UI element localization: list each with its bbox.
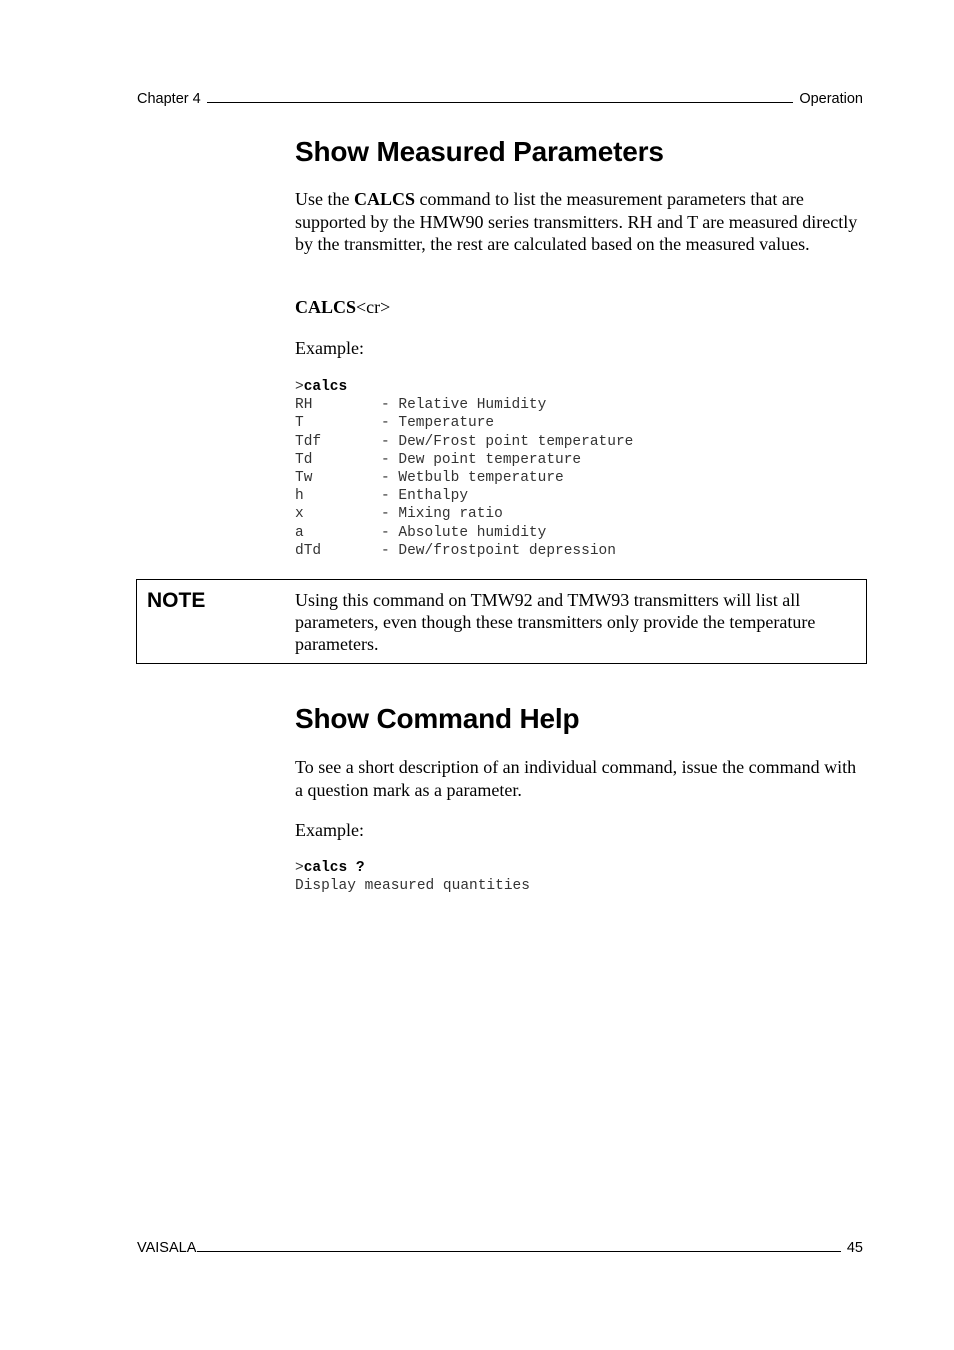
parameter-description: - Relative Humidity bbox=[381, 397, 547, 414]
parameter-key: RH bbox=[295, 397, 313, 414]
example-label-1: Example: bbox=[295, 338, 364, 358]
header-section: Operation bbox=[799, 91, 863, 107]
parameter-row bbox=[295, 487, 633, 505]
parameter-key: x bbox=[295, 506, 304, 523]
parameter-key: h bbox=[295, 488, 304, 505]
parameter-description: - Mixing ratio bbox=[381, 506, 503, 523]
note-label: NOTE bbox=[147, 589, 206, 612]
intro-command: CALCS bbox=[353, 189, 415, 209]
note-text: Using this command on TMW92 and TMW93 transmitters will list all parameters, even though these transmitters only provide the temperature parameters. bbox=[295, 590, 816, 654]
syntax-command: CALCS bbox=[295, 297, 357, 317]
section1-intro bbox=[295, 188, 865, 256]
parameter-row bbox=[295, 505, 633, 523]
parameter-row bbox=[295, 469, 633, 487]
parameter-key: a bbox=[295, 524, 304, 541]
example-label-2: Example: bbox=[295, 820, 364, 840]
section2-intro: To see a short description of an individual command, issue the command with a question mark as a parameter. bbox=[295, 757, 857, 800]
page-number: 45 bbox=[846, 1240, 863, 1256]
code-command-line bbox=[295, 378, 633, 396]
parameter-key: T bbox=[295, 415, 304, 432]
parameter-row bbox=[295, 396, 633, 414]
intro-pre: Use the bbox=[295, 189, 354, 209]
parameter-row bbox=[295, 414, 633, 432]
header-rule bbox=[207, 90, 794, 103]
footer-rule bbox=[197, 1239, 840, 1252]
parameter-description: - Dew/frostpoint depression bbox=[381, 542, 616, 559]
note-box bbox=[136, 579, 867, 664]
code-command: calcs ? bbox=[303, 860, 365, 876]
command-syntax bbox=[295, 296, 865, 319]
parameter-description: - Dew point temperature bbox=[381, 451, 582, 468]
code-command-line bbox=[295, 859, 530, 877]
parameter-description: - Temperature bbox=[381, 415, 495, 432]
header-chapter: Chapter 4 bbox=[137, 91, 201, 107]
parameter-key: Tdf bbox=[295, 433, 322, 450]
help-example-output bbox=[295, 859, 530, 895]
page-footer bbox=[137, 1239, 863, 1256]
calcs-example-output bbox=[295, 378, 633, 560]
parameter-row bbox=[295, 524, 633, 542]
parameter-row bbox=[295, 542, 633, 560]
parameter-key: dTd bbox=[295, 542, 322, 559]
code-command: calcs bbox=[303, 379, 348, 395]
parameter-description: - Enthalpy bbox=[381, 488, 469, 505]
parameter-description: - Wetbulb temperature bbox=[381, 470, 564, 487]
parameter-description: - Absolute humidity bbox=[381, 524, 547, 541]
parameter-row bbox=[295, 451, 633, 469]
parameter-description: - Dew/Frost point temperature bbox=[381, 433, 634, 450]
code-output-line: Display measured quantities bbox=[295, 878, 530, 895]
prompt: > bbox=[295, 860, 304, 876]
syntax-suffix: <cr> bbox=[356, 297, 391, 317]
parameter-row bbox=[295, 433, 633, 451]
parameter-key: Td bbox=[295, 451, 313, 468]
prompt: > bbox=[295, 379, 304, 395]
page-header bbox=[137, 90, 863, 107]
footer-company: VAISALA bbox=[137, 1240, 197, 1256]
parameter-key: Tw bbox=[295, 470, 313, 487]
intro-post: command to list the measurement parameters that are supported by the HMW90 series transmitters. RH and T are measured directly by the transmitter, the rest are calculated based on the measured values. bbox=[295, 189, 858, 254]
section-title-command-help: Show Command Help bbox=[295, 703, 580, 734]
section-title-measured-parameters: Show Measured Parameters bbox=[295, 136, 664, 167]
